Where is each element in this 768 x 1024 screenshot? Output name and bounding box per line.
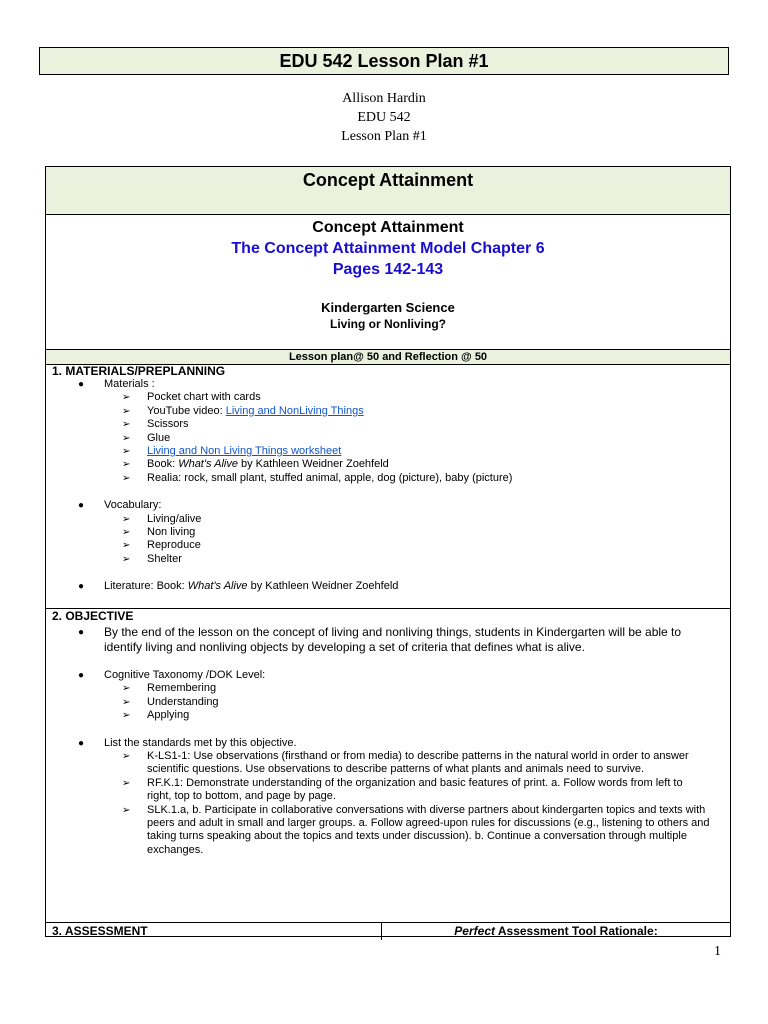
objective-statement (52, 625, 730, 655)
intro-subtitle: Concept Attainment (312, 219, 464, 236)
grade-subject: Kindergarten Science (321, 300, 455, 315)
author-block (0, 89, 768, 146)
list-item (52, 696, 730, 709)
bullet-icon: ● (78, 379, 85, 390)
list-item (52, 682, 730, 695)
literature-text: by Kathleen Weidner Zoehfeld (247, 580, 399, 593)
materials-bullet (52, 378, 730, 391)
arrow-icon: ➢ (122, 696, 131, 708)
list-item (52, 709, 730, 722)
rationale-italic: Perfect (454, 924, 495, 938)
lesson-topic: Living or Nonliving? (330, 317, 446, 331)
standard-line: K-LS1-1: Use observations (firsthand or from media) to describe patterns in the natural world in order to answer (147, 750, 689, 763)
list-item (52, 418, 730, 431)
list-item (52, 472, 730, 485)
list-item (52, 553, 730, 566)
youtube-video-link[interactable]: Living and NonLiving Things (225, 404, 364, 417)
standard-line: RF.K.1: Demonstrate understanding of the organization and basic features of print. a. Follow words from left to (147, 776, 683, 789)
arrow-icon: ➢ (122, 392, 131, 404)
list-item (52, 458, 730, 471)
materials-label: Materials : (104, 378, 155, 390)
arrow-icon: ➢ (122, 540, 131, 552)
arrow-icon: ➢ (122, 405, 131, 417)
lesson-plan-table (45, 166, 731, 937)
taxonomy-bullet (52, 669, 730, 682)
arrow-icon: ➢ (122, 710, 131, 722)
list-item (52, 513, 730, 526)
taxonomy-level: Remembering (147, 682, 217, 695)
vocabulary-label: Vocabulary: (104, 499, 162, 512)
worksheet-link[interactable]: Living and Non Living Things worksheet (147, 445, 342, 458)
vocab-word: Shelter (147, 552, 182, 565)
page-number: 1 (714, 944, 721, 959)
literature-bullet (52, 580, 730, 593)
assessment-number: 3. (52, 924, 65, 938)
arrow-icon: ➢ (122, 472, 131, 484)
bullet-icon: ● (78, 581, 85, 593)
plan-number: Lesson Plan #1 (341, 129, 427, 144)
vocab-word: Non living (147, 526, 196, 539)
list-item (52, 391, 730, 404)
arrow-icon: ➢ (122, 683, 131, 695)
list-item (52, 445, 730, 458)
standard-line: SLK.1.a, b. Participate in collaborative conversations with diverse partners about kindergarten topics and texts with (147, 803, 706, 816)
model-reference: The Concept Attainment Model Chapter 6 (231, 240, 545, 257)
materials-section (46, 365, 730, 609)
material-text: Book: (147, 458, 179, 471)
taxonomy-level: Understanding (147, 695, 219, 708)
standards-label: List the standards met by this objective. (104, 736, 297, 749)
standard-line: peers and adult in small and larger groups. a. Follow agreed-upon rules for discussions (e.g., listening to others and (147, 817, 710, 830)
bullet-icon: ● (78, 737, 85, 749)
arrow-icon: ➢ (122, 432, 131, 444)
material-text: Pocket chart with cards (147, 391, 261, 404)
list-item (52, 750, 730, 777)
objective-title: 2. OBJECTIVE (52, 609, 134, 623)
author-name: Allison Hardin (342, 91, 426, 106)
list-item (52, 804, 730, 858)
material-text: Glue (147, 431, 171, 444)
material-text: Scissors (147, 418, 189, 431)
book-title: What's Alive (178, 458, 238, 471)
standards-bullet (52, 737, 730, 750)
arrow-icon: ➢ (122, 446, 131, 458)
assessment-title-cell (46, 923, 382, 940)
list-item (52, 539, 730, 552)
material-text: YouTube video: (147, 404, 226, 417)
literature-text: Literature: Book: (104, 580, 188, 593)
pages-reference: Pages 142-143 (332, 261, 444, 278)
bullet-icon: ● (78, 670, 85, 681)
arrow-icon: ➢ (122, 553, 131, 565)
standard-line: scientific questions. Use observations to describe patterns of what plants and animals need to survive. (147, 763, 645, 776)
assessment-rationale-cell (382, 923, 730, 940)
assessment-row (46, 923, 730, 940)
arrow-icon: ➢ (122, 804, 131, 816)
bullet-icon: ● (78, 500, 85, 512)
taxonomy-level: Applying (147, 709, 190, 722)
lesson-bar: Lesson plan@ 50 and Reflection @ 50 (46, 350, 730, 365)
standard-line: right, top to bottom, and page by page. (147, 790, 336, 803)
arrow-icon: ➢ (122, 419, 131, 431)
vocab-word: Living/alive (147, 512, 202, 525)
course-code: EDU 542 (357, 110, 411, 125)
list-item (52, 405, 730, 418)
document-title: EDU 542 Lesson Plan #1 (279, 50, 489, 71)
intro-section (46, 215, 730, 350)
list-item (52, 432, 730, 445)
taxonomy-label: Cognitive Taxonomy /DOK Level: (104, 669, 266, 681)
arrow-icon: ➢ (122, 513, 131, 525)
section-header: Concept Attainment (46, 167, 730, 215)
rationale-text: Assessment Tool Rationale: (494, 924, 658, 938)
objective-section (46, 610, 730, 923)
arrow-icon: ➢ (122, 751, 131, 763)
assessment-title: ASSESSMENT (64, 924, 148, 938)
vocabulary-bullet (52, 499, 730, 512)
arrow-icon: ➢ (122, 777, 131, 789)
vocab-word: Reproduce (147, 539, 201, 552)
standard-line: exchanges. (147, 843, 204, 856)
objective-line: identify living and nonliving objects by developing a set of criteria that defines what is alive. (104, 640, 585, 654)
arrow-icon: ➢ (122, 459, 131, 471)
standard-line: taking turns speaking about the topics and texts under discussion). b. Continue a conversation through multiple (147, 830, 687, 843)
list-item (52, 777, 730, 804)
objective-line: By the end of the lesson on the concept of living and nonliving things, students in Kindergarten will be able to (104, 625, 682, 639)
material-text: by Kathleen Weidner Zoehfeld (237, 458, 389, 471)
material-text: Realia: rock, small plant, stuffed animal, apple, dog (picture), baby (picture) (147, 471, 513, 484)
list-item (52, 526, 730, 539)
book-title: What's Alive (187, 580, 248, 593)
document-title-box (39, 47, 729, 75)
materials-title: 1. MATERIALS/PREPLANNING (52, 364, 226, 378)
bullet-icon: ● (78, 627, 85, 638)
arrow-icon: ➢ (122, 527, 131, 539)
